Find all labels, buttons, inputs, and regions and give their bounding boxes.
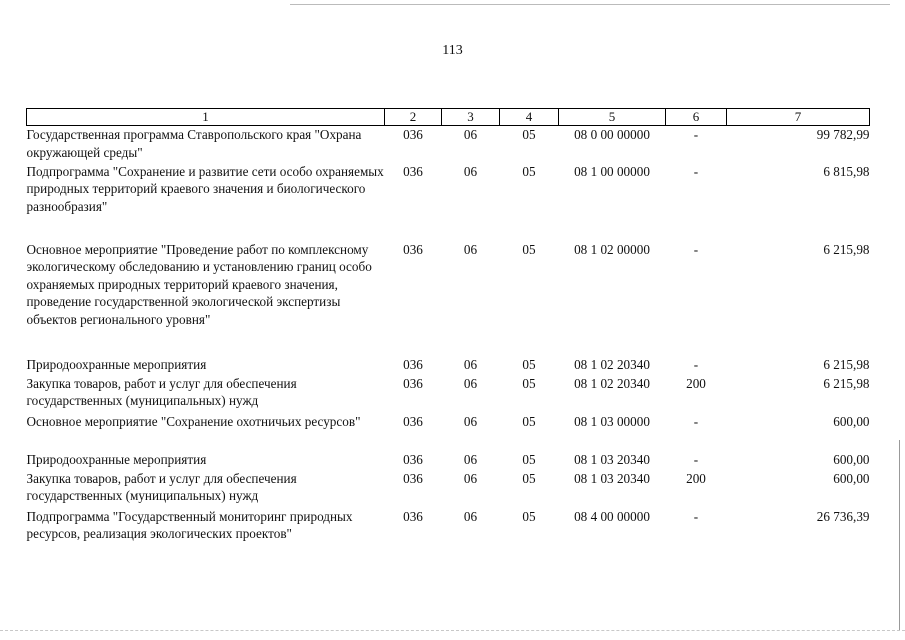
row-section: 06: [463, 508, 478, 524]
row-target-code: 08 1 03 20340: [574, 470, 650, 486]
row-subsection: 05: [522, 127, 536, 142]
row-target-code: 08 1 02 00000: [574, 241, 650, 257]
column-header: 1: [27, 109, 385, 126]
row-amount: 99 782,99: [816, 127, 870, 142]
row-section: 06: [463, 127, 478, 142]
row-expense-type: -: [693, 356, 699, 372]
row-amount: 600,00: [833, 451, 870, 467]
row-grbs: 036: [403, 163, 423, 179]
row-grbs: 036: [403, 241, 423, 257]
row-name: Закупка товаров, работ и услуг для обеспечения государственных (муниципальных) нужд: [26, 470, 297, 503]
row-name: Подпрограмма "Государственный мониторинг природных ресурсов, реализация экологических проектов": [26, 508, 353, 541]
table-row: [27, 241, 870, 356]
row-section: 06: [463, 470, 478, 486]
row-section: 06: [463, 413, 478, 429]
row-target-code: 08 1 03 20340: [574, 451, 650, 467]
row-expense-type: -: [693, 163, 699, 179]
row-target-code: 08 4 00 00000: [574, 508, 650, 524]
scan-edge-top: [290, 4, 890, 5]
row-grbs: 036: [403, 451, 423, 467]
row-expense-type: -: [693, 451, 699, 467]
table-row: [27, 375, 870, 413]
header-row: [27, 109, 870, 126]
scan-edge-bottom: [0, 630, 905, 631]
row-section: 06: [463, 163, 478, 179]
row-target-code: 08 1 00 00000: [574, 163, 650, 179]
table-row: [27, 470, 870, 508]
row-target-code: 08 1 02 20340: [574, 375, 650, 391]
row-subsection: 05: [522, 241, 536, 257]
row-subsection: 05: [522, 508, 536, 524]
column-header: 2: [385, 109, 442, 126]
row-subsection: 05: [522, 163, 536, 179]
row-section: 06: [463, 375, 478, 391]
row-name: Природоохранные мероприятия: [26, 356, 207, 372]
row-amount: 26 736,39: [816, 508, 870, 524]
row-expense-type: 200: [686, 470, 706, 486]
column-header: 5: [559, 109, 666, 126]
row-grbs: 036: [403, 413, 423, 429]
row-name: Государственная программа Ставропольского края "Охрана окружающей среды": [26, 127, 362, 160]
row-amount: 6 215,98: [823, 241, 870, 257]
column-header: 7: [727, 109, 870, 126]
row-expense-type: -: [693, 508, 699, 524]
row-subsection: 05: [522, 375, 536, 391]
table-row: [27, 508, 870, 564]
row-name: Закупка товаров, работ и услуг для обеспечения государственных (муниципальных) нужд: [26, 375, 297, 408]
row-subsection: 05: [522, 356, 536, 372]
row-name: Природоохранные мероприятия: [26, 451, 207, 467]
row-grbs: 036: [403, 127, 423, 142]
column-header: 6: [666, 109, 727, 126]
row-amount: 6 215,98: [823, 375, 870, 391]
row-target-code: 08 1 03 00000: [574, 413, 650, 429]
table-row: [27, 413, 870, 451]
row-amount: 600,00: [833, 413, 870, 429]
table-row: [27, 163, 870, 241]
row-target-code: 08 1 02 20340: [574, 356, 650, 372]
row-grbs: 036: [403, 470, 423, 486]
table-row: [27, 356, 870, 375]
row-grbs: 036: [403, 375, 423, 391]
row-section: 06: [463, 451, 478, 467]
row-subsection: 05: [522, 470, 536, 486]
table-row: [27, 451, 870, 470]
row-name: Основное мероприятие "Проведение работ по комплексному экологическому обследованию и установлению границ особо охраняемых природных территорий краевого значения, проведение государственной экологической экспертизы объектов регионального уровня": [26, 241, 372, 327]
row-section: 06: [463, 241, 478, 257]
row-name: Подпрограмма "Сохранение и развитие сети особо охраняемых природных территорий краевого значения и биологического разнообразия": [26, 163, 384, 214]
row-section: 06: [463, 356, 478, 372]
row-name: Основное мероприятие "Сохранение охотничьих ресурсов": [26, 413, 361, 429]
row-expense-type: -: [693, 127, 699, 142]
row-grbs: 036: [403, 508, 423, 524]
row-expense-type: -: [693, 413, 699, 429]
row-subsection: 05: [522, 451, 536, 467]
row-target-code: 08 0 00 00000: [574, 127, 650, 142]
row-subsection: 05: [522, 413, 536, 429]
budget-table: [26, 108, 870, 564]
row-amount: 600,00: [833, 470, 870, 486]
row-amount: 6 815,98: [823, 163, 870, 179]
row-expense-type: -: [693, 241, 699, 257]
row-grbs: 036: [403, 356, 423, 372]
scan-edge-right: [899, 440, 900, 630]
row-expense-type: 200: [686, 375, 706, 391]
column-header: 4: [500, 109, 559, 126]
page-number: 113: [442, 43, 463, 58]
row-amount: 6 215,98: [823, 356, 870, 372]
column-header: 3: [442, 109, 500, 126]
table-row: [27, 126, 870, 163]
